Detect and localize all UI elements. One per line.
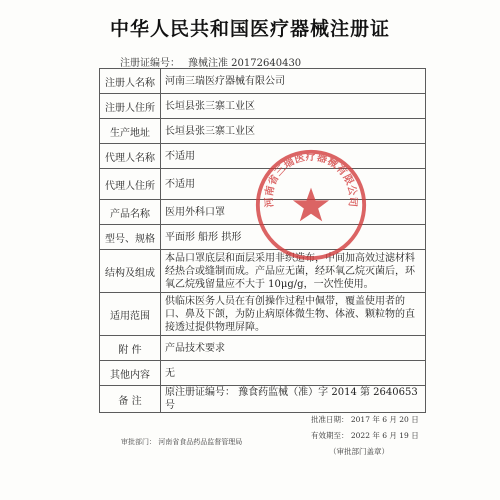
table-row	[100, 69, 426, 94]
row-value: 原注册证编号： 豫食药监械（准）字 2014 第 2640653 号	[161, 386, 426, 413]
row-value: 本品口罩底层和面层采用非织造布，中间加高效过滤材料经热合或缝制而成。产品应无菌，经环氧乙烷灭菌后，环氧乙烷残留量应不大于 10μg/g，一次性使用。	[161, 250, 426, 293]
seal-note: （审批部门盖章）	[329, 447, 389, 456]
row-key: 产品名称	[100, 200, 161, 225]
valid-until-date: 有效期至： 2022 年 6 月 19 日	[311, 431, 419, 440]
table-row	[100, 361, 426, 386]
approval-dates	[311, 412, 419, 460]
row-key: 注册人名称	[100, 69, 161, 94]
approval-date: 批准日期： 2017 年 6 月 20 日	[311, 415, 419, 424]
row-value: 不适用	[161, 144, 426, 169]
table-row	[100, 386, 426, 413]
row-value: 无	[161, 361, 426, 386]
table-row	[100, 94, 426, 119]
company-seal-icon	[253, 147, 369, 263]
row-value: 长垣县张三寨工业区	[161, 94, 426, 119]
row-value: 长垣县张三寨工业区	[161, 119, 426, 144]
certificate-title: 中华人民共和国医疗器械注册证	[109, 18, 390, 40]
table-row	[100, 336, 426, 361]
row-key: 代理人名称	[100, 144, 161, 169]
row-value: 不适用	[161, 169, 426, 200]
registration-number-label: 注册证编号：	[120, 58, 180, 69]
approval-department: 审批部门： 河南省食品药品监督管理局	[121, 438, 243, 446]
seal-text: 河南省三瑞医疗器械有限公司	[264, 152, 358, 208]
table-row	[100, 293, 426, 336]
row-value: 河南三瑞医疗器械有限公司	[161, 69, 426, 94]
row-key: 附 件	[100, 336, 161, 361]
row-key: 结构及组成	[100, 250, 161, 293]
table-row	[100, 119, 426, 144]
registration-number-value: 豫械注准 20172640430	[188, 58, 302, 69]
row-key: 型号、规格	[100, 225, 161, 250]
row-key: 其他内容	[100, 361, 161, 386]
row-key: 适用范围	[100, 293, 161, 336]
row-key: 代理人住所	[100, 169, 161, 200]
row-value: 供临床医务人员在有创操作过程中佩带，覆盖使用者的口、鼻及下颌，为防止病原体微生物、体液、颗粒物的直接透过提供物理屏障。	[161, 293, 426, 336]
registration-number-line	[120, 54, 301, 69]
row-key: 备 注	[100, 386, 161, 413]
row-key: 生产地址	[100, 119, 161, 144]
row-value: 医用外科口罩	[161, 200, 426, 225]
row-value: 平面形 船形 拱形	[161, 225, 426, 250]
row-value: 产品技术要求	[161, 336, 426, 361]
row-key: 注册人住所	[100, 94, 161, 119]
